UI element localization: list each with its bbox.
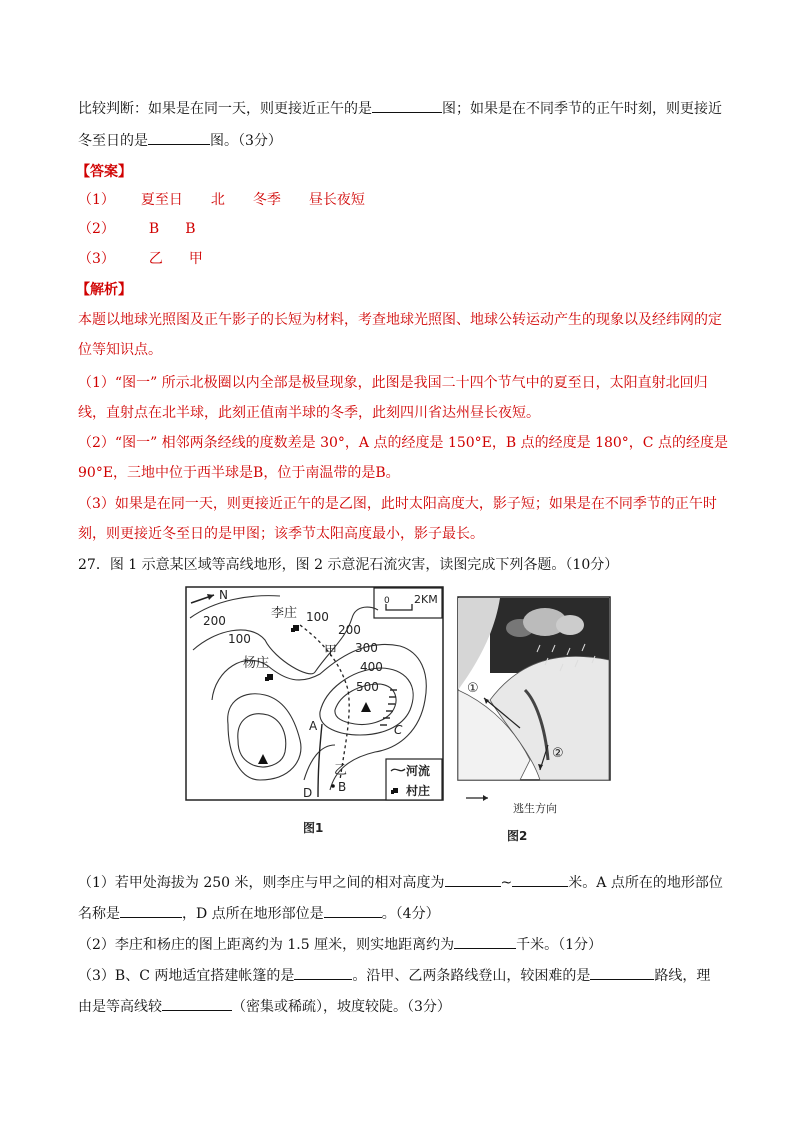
answer-tag: 【答案】: [76, 164, 132, 180]
text: 名称是: [78, 906, 120, 922]
q27-stem: 27．图 1 示意某区域等高线地形，图 2 示意泥石流灾害，读图完成下列各题。（10分）: [78, 557, 619, 573]
answer-item: B: [148, 221, 160, 237]
text: 米。A 点所在的地形部位: [568, 875, 723, 891]
legend-village: 村庄: [406, 784, 431, 798]
answer-item: 冬季: [252, 192, 281, 208]
text: （3）B、C 两地适宜搭建帐篷的是: [78, 968, 295, 984]
row-num: （2）: [78, 221, 115, 237]
village-label-lizhuang: 李庄: [271, 606, 298, 621]
q27-s3-line1: [78, 965, 710, 986]
text: 。（4分）: [381, 906, 440, 922]
svg-text:0: 0: [384, 596, 390, 606]
fig1-caption: 图1: [303, 821, 324, 835]
legend-escape: 逃生方向: [513, 802, 557, 815]
analysis-tag: 【解析】: [76, 282, 132, 298]
analysis-p2-l2: 线，直射点在北半球，此刻正值南半球的冬季，此刻四川省达州昼长夜短。: [78, 405, 540, 421]
text: 图。（3分）: [210, 133, 282, 149]
answer-item: 北: [210, 192, 225, 208]
answer-item: 乙: [148, 251, 163, 267]
row-num: （1）: [78, 192, 115, 208]
text: 由是等高线较: [78, 999, 162, 1015]
answer-blank[interactable]: [324, 903, 382, 918]
analysis-p3-l1: （2）“图一” 相邻两条经线的度数差是 30°，A 点的经度是 150°E，B 点的经度是 180°，C 点的经度是: [78, 435, 728, 451]
answer-item: 昼长夜短: [308, 192, 365, 208]
answer-item: 夏至日: [140, 192, 183, 208]
text: （密集或稀疏），坡度较陡。（3分）: [232, 999, 451, 1015]
route-label-1: ①: [467, 681, 479, 696]
text: 比较判断：如果是在同一天，则更接近正午的是: [78, 101, 372, 117]
text: 千米。（1分）: [516, 937, 602, 953]
fig2-caption: 图2: [507, 829, 528, 843]
analysis-p1-l2: 位等知识点。: [78, 342, 162, 358]
point-label-c: C: [394, 723, 403, 737]
q27-s3-line2: [78, 996, 451, 1017]
text: （2）李庄和杨庄的图上距离约为 1.5 厘米，则实地距离约为: [78, 937, 455, 953]
text: ~: [500, 875, 513, 891]
scale-label: 2KM: [414, 593, 438, 606]
legend-river: 河流: [406, 764, 431, 778]
contour-label: 100: [306, 610, 329, 624]
contour-label: 400: [360, 660, 383, 674]
point-b-dot: [331, 784, 335, 788]
answer-blank[interactable]: [512, 872, 568, 887]
figure-2-debris-flow: [458, 597, 610, 843]
answer-blank[interactable]: [590, 965, 654, 980]
analysis-p3-l2: 90°E，三地中位于西半球是B，位于南温带的是B。: [78, 465, 400, 481]
text: （1）若甲处海拔为 250 米，则李庄与甲之间的相对高度为: [78, 875, 445, 891]
analysis-p4-l1: （3）如果是在同一天，则更接近正午的是乙图，此时太阳高度大，影子短；如果是在不同季节的正午时: [78, 496, 717, 512]
answer-blank[interactable]: [454, 934, 516, 949]
q27-s2: [78, 934, 602, 955]
contour-label: 500: [356, 680, 379, 694]
answer-blank[interactable]: [445, 872, 501, 887]
text: 。沿甲、乙两条路线登山，较困难的是: [352, 968, 591, 984]
contour-label: 200: [338, 623, 361, 637]
contour-label: 200: [203, 614, 226, 628]
point-label-b: B: [338, 780, 347, 794]
q27-s1-line2: [78, 903, 440, 924]
analysis-p1-l1: 本题以地球光照图及正午影子的长短为材料，考查地球光照图、地球公转运动产生的现象以及经纬网的定: [78, 312, 722, 328]
contour-label: 100: [228, 632, 251, 646]
answer-blank[interactable]: [120, 903, 182, 918]
point-label-a: A: [309, 719, 318, 733]
q27-s1-line1: [78, 872, 723, 893]
answer-item: B: [185, 221, 196, 237]
analysis-p2-l1: （1）“图一” 所示北极圈以内全部是极昼现象，此图是我国二十四个节气中的夏至日，太阳直射北回归: [78, 375, 708, 391]
point-label-yi: 乙: [334, 763, 348, 778]
text: ，D 点所在地形部位是: [182, 906, 324, 922]
point-label-d: D: [303, 786, 313, 800]
village-label-yangzhuang: 杨庄: [243, 656, 270, 671]
text: 冬至日的是: [78, 133, 148, 149]
point-label-jia: 甲: [324, 644, 338, 659]
answer-blank[interactable]: [294, 965, 352, 980]
contour-label: 300: [355, 641, 378, 655]
route-label-2: ②: [552, 746, 564, 761]
analysis-p4-l2: 刻，则更接近冬至日的是甲图；该季节太阳高度最小，影子最长。: [78, 526, 484, 542]
north-label: N: [219, 588, 228, 602]
answer-item: 甲: [188, 251, 203, 267]
text: 图；如果是在不同季节的正午时刻，则更接近: [442, 101, 722, 117]
text: 路线，理: [654, 968, 711, 984]
answer-blank[interactable]: [162, 996, 232, 1011]
row-num: （3）: [78, 251, 115, 267]
